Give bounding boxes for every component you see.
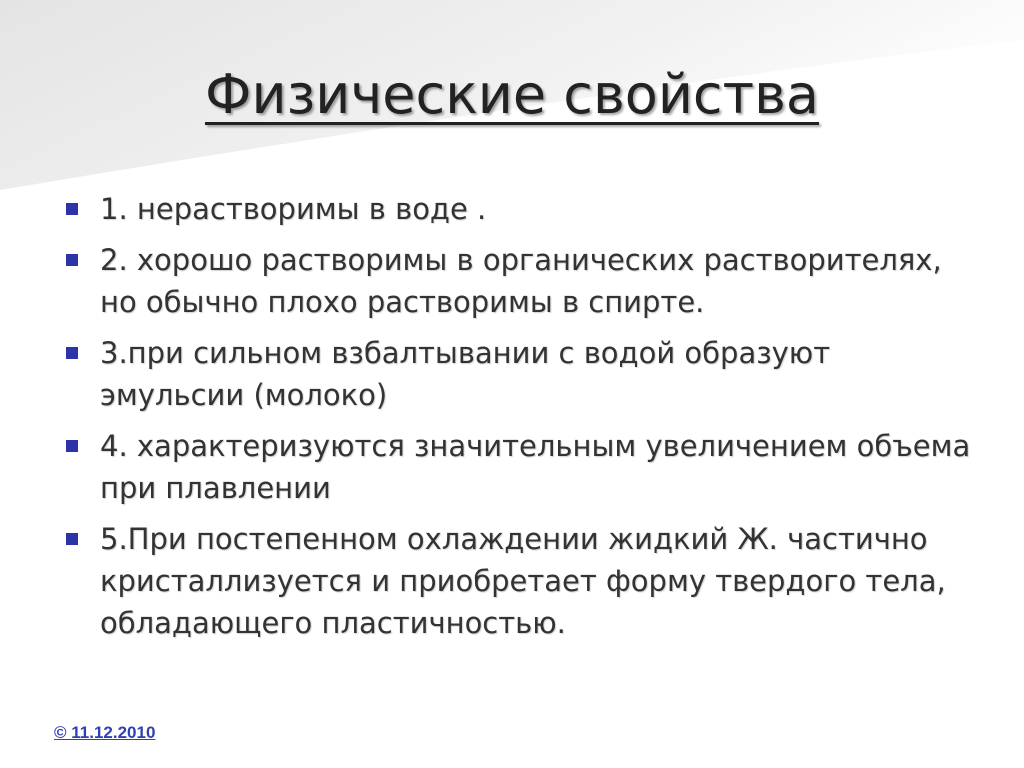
list-item xyxy=(60,239,980,323)
square-bullet-icon xyxy=(66,347,78,359)
bullet-list xyxy=(60,188,980,653)
slide-title xyxy=(0,64,1024,126)
list-item-text: 4. характеризуются значительным увеличением объема при плавлении xyxy=(100,429,971,505)
list-item-text: 1. нерастворимы в воде . xyxy=(100,192,487,226)
footer-date-link[interactable]: © 11.12.2010 xyxy=(54,723,156,742)
square-bullet-icon xyxy=(66,254,78,266)
square-bullet-icon xyxy=(66,533,78,545)
list-item xyxy=(60,518,980,644)
slide-title-text: Физические свойства xyxy=(204,63,819,126)
list-item xyxy=(60,332,980,416)
list-item xyxy=(60,188,980,230)
list-item-text: 5.При постепенном охлаждении жидкий Ж. частично кристаллизуется и приобретает форму твердого тела, обладающего пластичностью. xyxy=(100,522,946,640)
list-item-text: 3.при сильном взбалтывании с водой образуют эмульсии (молоко) xyxy=(100,336,831,412)
list-item-text: 2. хорошо растворимы в органических растворителях, но обычно плохо растворимы в спирте. xyxy=(100,243,942,319)
square-bullet-icon xyxy=(66,203,78,215)
list-item xyxy=(60,425,980,509)
square-bullet-icon xyxy=(66,440,78,452)
